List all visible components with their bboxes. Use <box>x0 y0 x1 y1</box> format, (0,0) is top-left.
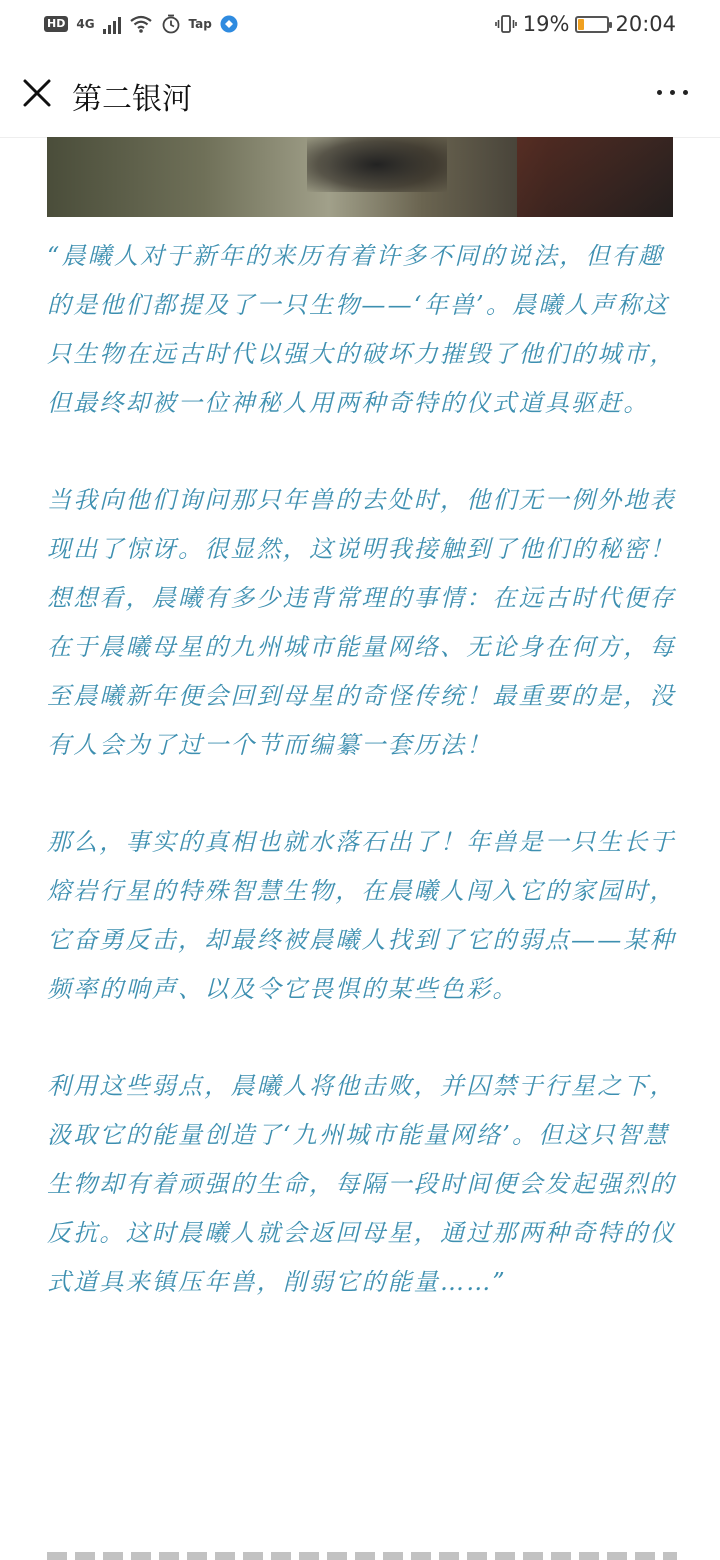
article-paragraph-2: 当我向他们询问那只年兽的去处时，他们无一例外地表现出了惊讶。很显然，这说明我接触到了他们的秘密！想想看，晨曦有多少违背常理的事情：在远古时代便存在于晨曦母星的九州城市能量网络、无论身在何方，每至晨曦新年便会回到母星的奇怪传统！最重要的是，没有人会为了过一个节而编纂一套历法！ <box>47 486 676 759</box>
article-paragraph-4: 利用这些弱点，晨曦人将他击败，并囚禁于行星之下，汲取它的能量创造了‘九州城市能量网络’。但这只智慧生物却有着顽强的生命，每隔一段时间便会发起强烈的反抗。这时晨曦人就会返回母星，通过那两种奇特的仪式道具来镇压年兽，削弱它的能量……” <box>47 1072 676 1296</box>
app-notification-icon <box>220 15 238 33</box>
tap-app-label: Tap <box>188 17 212 31</box>
battery-fill <box>578 19 584 30</box>
article-paragraph-1: “晨曦人对于新年的来历有着许多不同的说法，但有趣的是他们都提及了一只生物——‘年兽’。晨曦人声称这只生物在远古时代以强大的破坏力摧毁了他们的城市，但最终却被一位神秘人用两种奇特的仪式道具驱赶。 <box>47 242 676 417</box>
more-options-icon[interactable] <box>657 90 688 95</box>
battery-icon <box>575 16 609 33</box>
article-header-image <box>47 137 673 217</box>
battery-percent: 19% <box>522 12 570 36</box>
status-bar-right <box>495 12 676 36</box>
vibrate-icon <box>495 14 517 34</box>
wifi-icon <box>129 14 153 34</box>
article-paragraph-3: 那么，事实的真相也就水落石出了！年兽是一只生长于熔岩行星的特殊智慧生物，在晨曦人闯入它的家园时，它奋勇反击，却最终被晨曦人找到了它的弱点——某种频率的响声、以及令它畏惧的某些色彩。 <box>47 828 676 1003</box>
hd-icon: HD <box>44 16 68 32</box>
clock-time: 20:04 <box>615 12 676 36</box>
top-navigation-bar <box>0 50 720 138</box>
status-bar <box>0 0 720 50</box>
status-bar-left <box>44 14 238 34</box>
alarm-icon <box>161 14 181 34</box>
close-icon[interactable] <box>22 78 52 108</box>
network-type-label: 4G <box>76 17 95 31</box>
page-title: 第二银河 <box>72 82 192 117</box>
signal-icon <box>103 14 121 34</box>
next-paragraph-cutoff <box>47 1548 677 1560</box>
article-body <box>47 232 677 1355</box>
